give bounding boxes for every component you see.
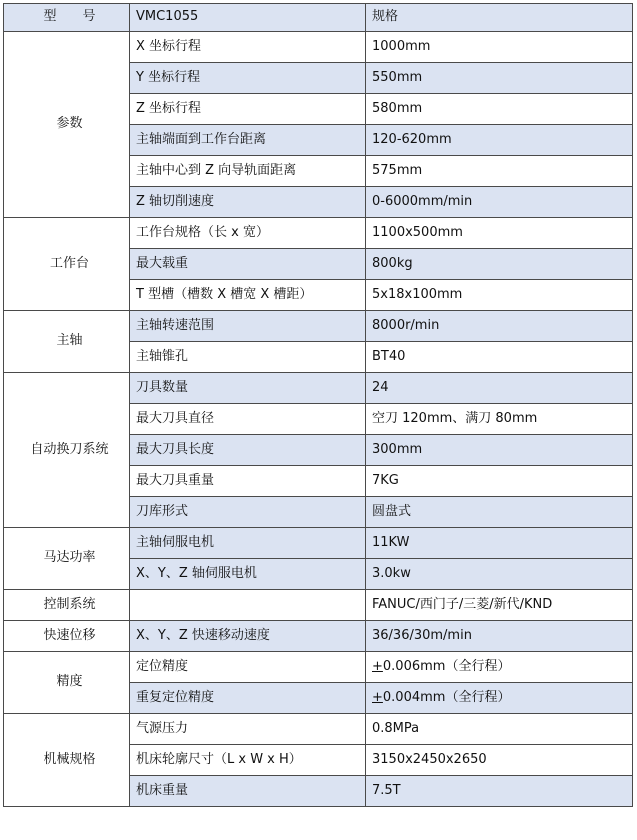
table-row (4, 373, 633, 404)
param-cell: 主轴端面到工作台距离 (130, 125, 366, 156)
table-row (4, 652, 633, 683)
param-cell: 刀库形式 (130, 497, 366, 528)
param-cell: 工作台规格（长 x 宽） (130, 218, 366, 249)
param-cell: 最大载重 (130, 249, 366, 280)
value-cell: 580mm (366, 94, 633, 125)
param-cell: 最大刀具长度 (130, 435, 366, 466)
value-cell (366, 652, 633, 683)
param-cell: 主轴锥孔 (130, 342, 366, 373)
value-cell: 24 (366, 373, 633, 404)
value-cell: 1000mm (366, 32, 633, 63)
table-row (4, 311, 633, 342)
param-cell: 重复定位精度 (130, 683, 366, 714)
value-cell: 300mm (366, 435, 633, 466)
category-control-system: 控制系统 (4, 590, 130, 621)
category-worktable: 工作台 (4, 218, 130, 311)
header-model-label: 型 号 (4, 4, 130, 32)
table-row (4, 32, 633, 63)
param-cell: 机床重量 (130, 776, 366, 807)
param-cell: 气源压力 (130, 714, 366, 745)
plus-minus-sign: + (372, 658, 383, 674)
category-atc: 自动换刀系统 (4, 373, 130, 528)
header-spec-label: 规格 (366, 4, 633, 32)
param-cell: Z 轴切削速度 (130, 187, 366, 218)
category-motor-power: 马达功率 (4, 528, 130, 590)
value-cell: 550mm (366, 63, 633, 94)
param-cell: 机床轮廓尺寸（L x W x H） (130, 745, 366, 776)
value-cell: 7KG (366, 466, 633, 497)
value-cell: BT40 (366, 342, 633, 373)
category-machine-spec: 机械规格 (4, 714, 130, 807)
category-accuracy: 精度 (4, 652, 130, 714)
value-cell (366, 683, 633, 714)
param-cell: Z 坐标行程 (130, 94, 366, 125)
value-cell: FANUC/西门子/三菱/新代/KND (366, 590, 633, 621)
value-cell: 1100x500mm (366, 218, 633, 249)
value-cell: 36/36/30m/min (366, 621, 633, 652)
param-cell: X、Y、Z 快速移动速度 (130, 621, 366, 652)
plus-minus-sign: + (372, 689, 383, 705)
param-cell: 主轴转速范围 (130, 311, 366, 342)
param-cell: 主轴中心到 Z 向导轨面距离 (130, 156, 366, 187)
value-cell: 3.0kw (366, 559, 633, 590)
value-text: 0.006mm（全行程） (382, 658, 511, 674)
param-cell: Y 坐标行程 (130, 63, 366, 94)
value-cell: 5x18x100mm (366, 280, 633, 311)
category-params: 参数 (4, 32, 130, 218)
table-row (4, 218, 633, 249)
param-cell: 最大刀具重量 (130, 466, 366, 497)
value-text: 0.004mm（全行程） (382, 689, 511, 705)
value-cell: 0-6000mm/min (366, 187, 633, 218)
spec-table (3, 3, 633, 807)
param-cell: 刀具数量 (130, 373, 366, 404)
value-cell: 11KW (366, 528, 633, 559)
value-cell: 120-620mm (366, 125, 633, 156)
header-model-value: VMC1055 (130, 4, 366, 32)
param-cell: T 型槽（槽数 X 槽宽 X 槽距） (130, 280, 366, 311)
category-rapid-traverse: 快速位移 (4, 621, 130, 652)
param-cell: X、Y、Z 轴伺服电机 (130, 559, 366, 590)
value-cell: 7.5T (366, 776, 633, 807)
param-cell: X 坐标行程 (130, 32, 366, 63)
param-cell: 主轴伺服电机 (130, 528, 366, 559)
table-row (4, 621, 633, 652)
value-cell: 800kg (366, 249, 633, 280)
value-cell: 575mm (366, 156, 633, 187)
header-row (4, 4, 633, 32)
param-cell: 定位精度 (130, 652, 366, 683)
category-spindle: 主轴 (4, 311, 130, 373)
table-row (4, 528, 633, 559)
value-cell: 3150x2450x2650 (366, 745, 633, 776)
value-cell: 0.8MPa (366, 714, 633, 745)
param-cell: 最大刀具直径 (130, 404, 366, 435)
table-row (4, 590, 633, 621)
table-row (4, 714, 633, 745)
value-cell: 空刀 120mm、满刀 80mm (366, 404, 633, 435)
value-cell: 圆盘式 (366, 497, 633, 528)
value-cell: 8000r/min (366, 311, 633, 342)
param-cell (130, 590, 366, 621)
